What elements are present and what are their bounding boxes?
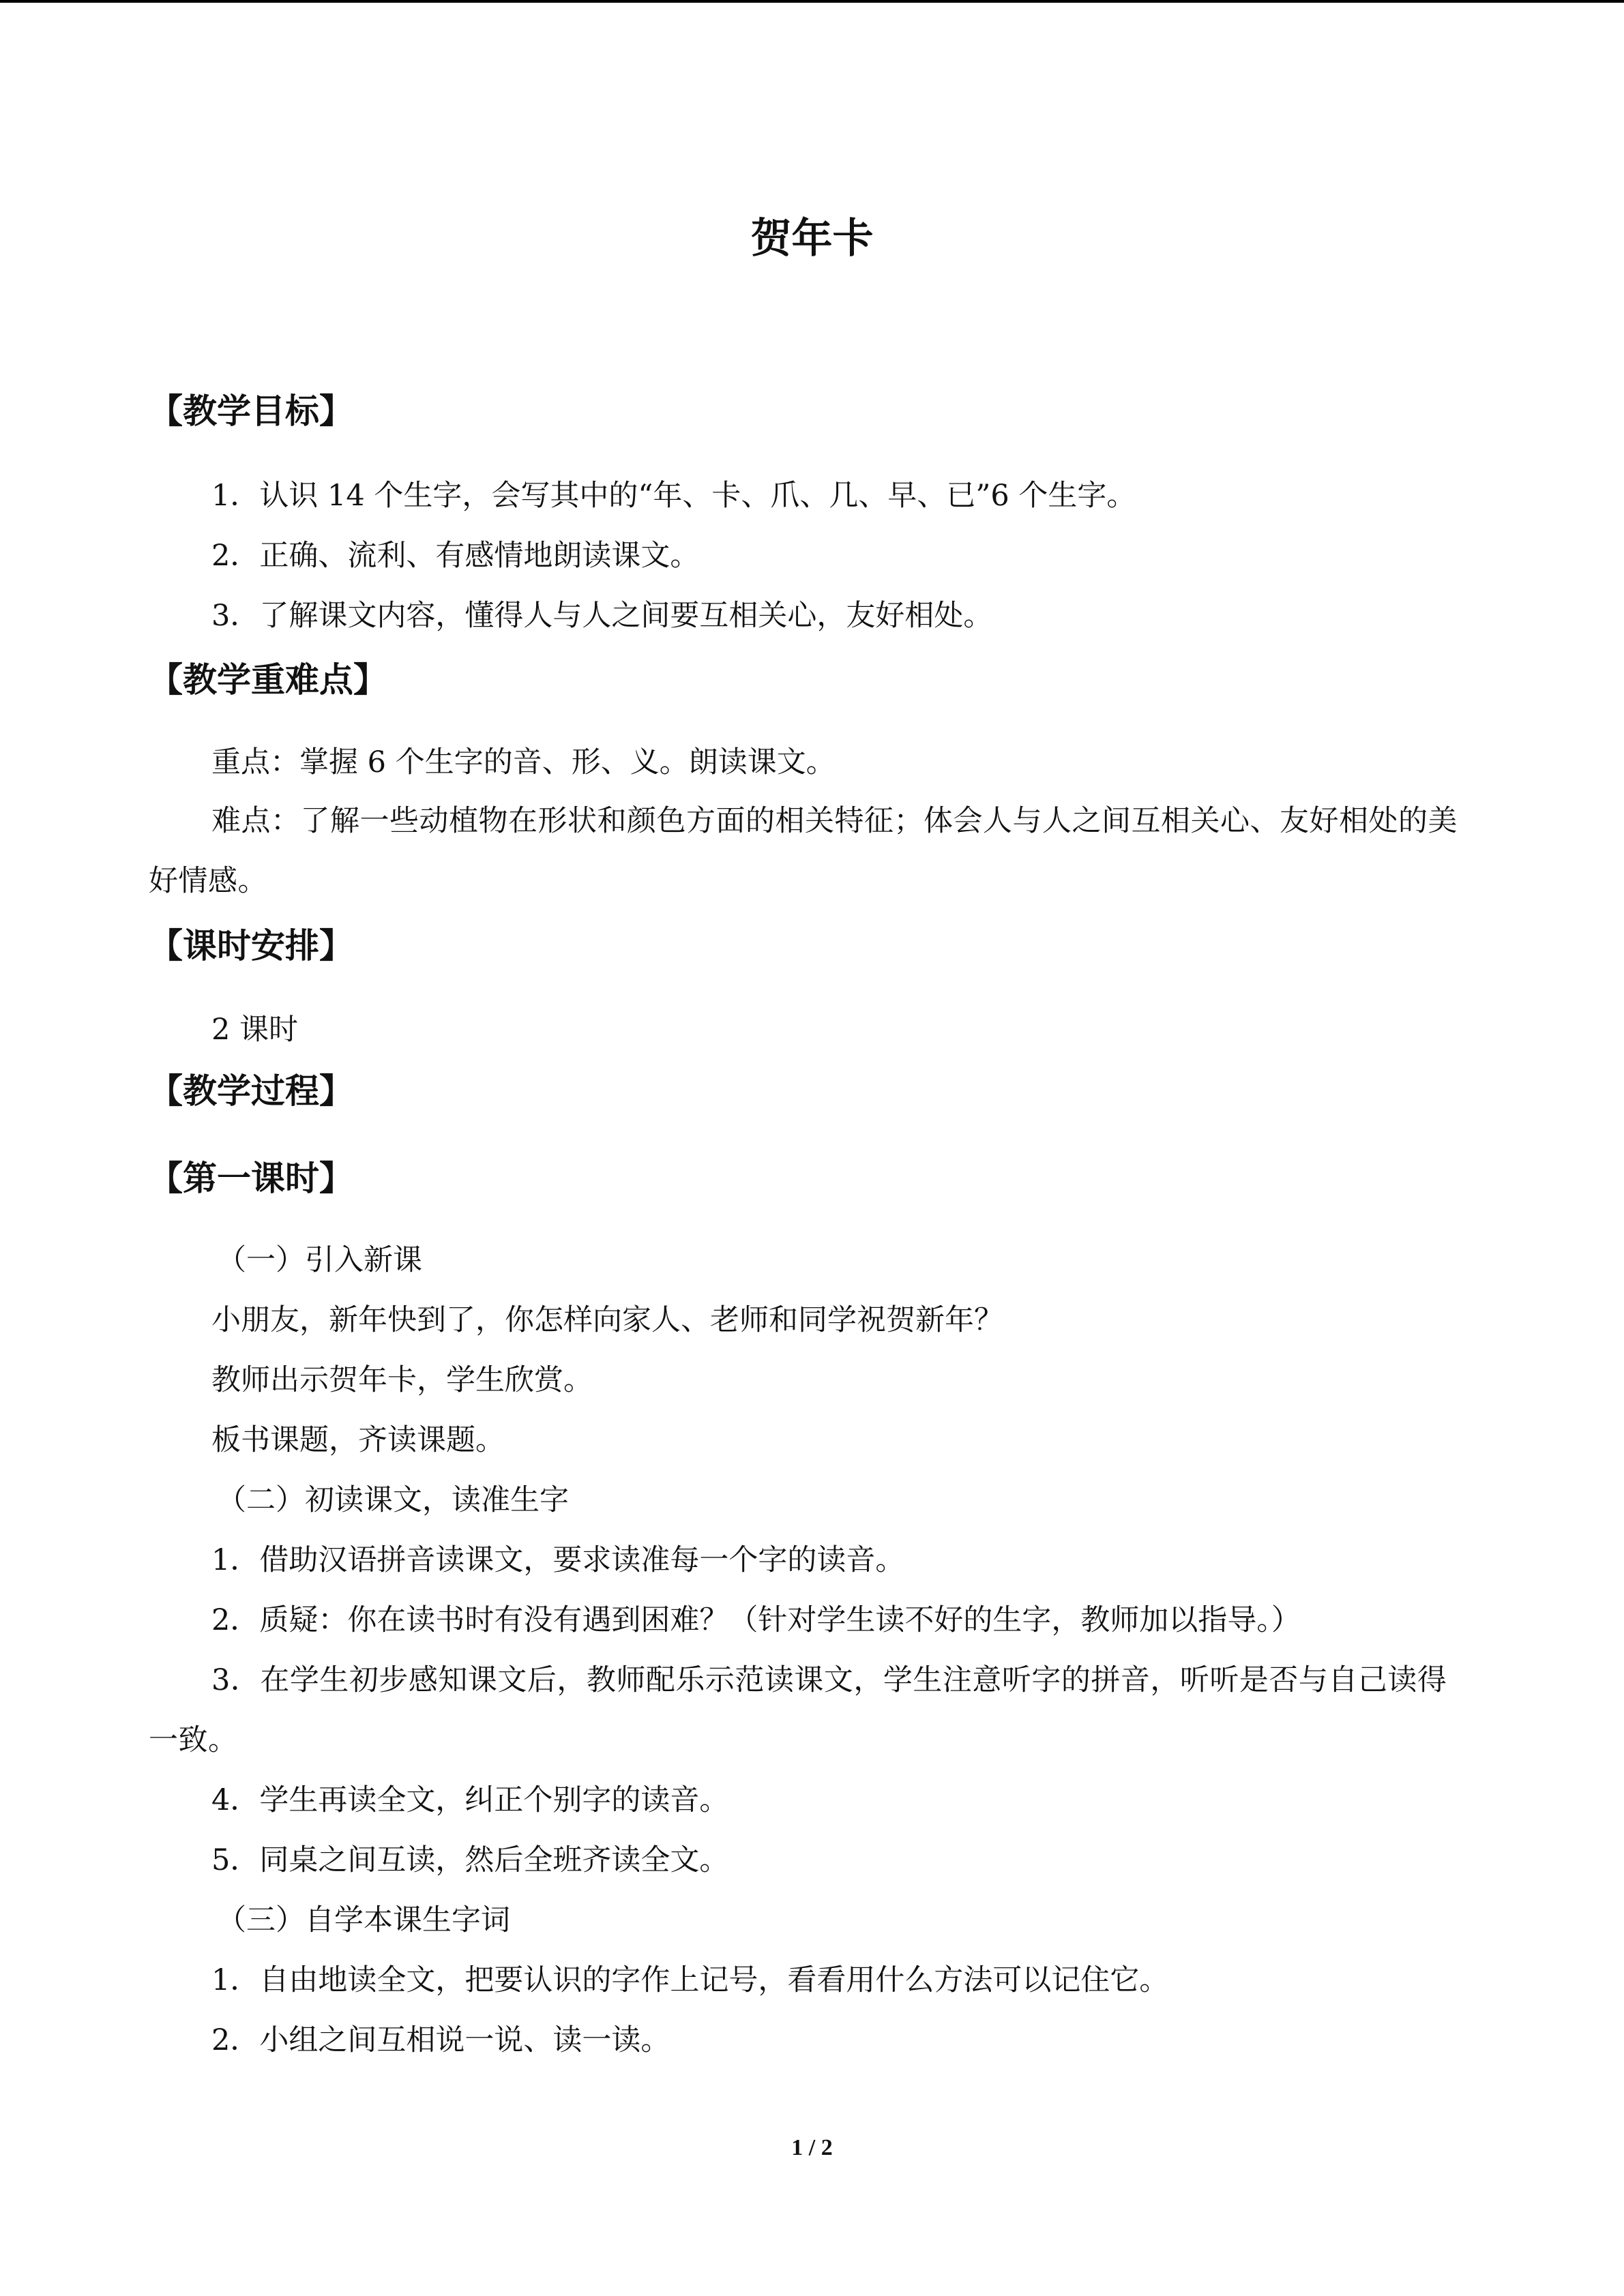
heading-schedule: 【课时安排】	[149, 926, 353, 966]
part-1-line-2: 教师出示贺年卡，学生欣赏。	[211, 1363, 593, 1397]
part-2-line-3: 3．在学生初步感知课文后，教师配乐示范读课文，学生注意听字的拼音，听听是否与自己读得一致。	[149, 1663, 1447, 1757]
part-1-title: （一）引入新课	[217, 1243, 422, 1277]
goal-item-1: 1．认识 14 个生字，会写其中的“年、卡、爪、几、早、已”6 个生字。	[211, 479, 1136, 513]
heading-lesson-1: 【第一课时】	[149, 1159, 353, 1198]
heading-teaching-process: 【教学过程】	[149, 1071, 353, 1111]
goal-item-3: 3．了解课文内容，懂得人与人之间要互相关心，友好相处。	[211, 599, 993, 633]
document-title: 贺年卡	[750, 215, 874, 263]
part-2-line-5: 5．同桌之间互读，然后全班齐读全文。	[211, 1843, 729, 1877]
part-2-line-1: 1．借助汉语拼音读课文，要求读准每一个字的读音。	[211, 1543, 905, 1577]
heading-key-points: 【教学重难点】	[149, 660, 387, 700]
part-2-line-2: 2．质疑：你在读书时有没有遇到困难？（针对学生读不好的生字，教师加以指导。）	[211, 1603, 1301, 1637]
key-point-difficulty: 难点：了解一些动植物在形状和颜色方面的相关特征；体会人与人之间互相关心、友好相处的美好情感。	[149, 804, 1458, 898]
page-number: 1 / 2	[791, 2135, 833, 2160]
heading-teaching-goals: 【教学目标】	[149, 391, 353, 431]
part-3-line-2: 2．小组之间互相说一说、读一读。	[211, 2023, 670, 2057]
part-3-line-1: 1．自由地读全文，把要认识的字作上记号，看看用什么方法可以记住它。	[211, 1963, 1169, 1997]
part-1-line-1: 小朋友，新年快到了，你怎样向家人、老师和同学祝贺新年？	[211, 1303, 1003, 1337]
goal-item-2: 2．正确、流利、有感情地朗读课文。	[211, 539, 700, 573]
part-1-line-3: 板书课题，齐读课题。	[211, 1423, 505, 1457]
part-3-title: （三）自学本课生字词	[217, 1903, 510, 1937]
part-2-title: （二）初读课文，读准生字	[217, 1483, 569, 1517]
top-border-line	[0, 0, 1624, 3]
part-2-line-4: 4．学生再读全文，纠正个别字的读音。	[211, 1783, 729, 1817]
key-point-focus: 重点：掌握 6 个生字的音、形、义。朗读课文。	[211, 745, 836, 779]
schedule-text: 2 课时	[211, 1013, 299, 1047]
